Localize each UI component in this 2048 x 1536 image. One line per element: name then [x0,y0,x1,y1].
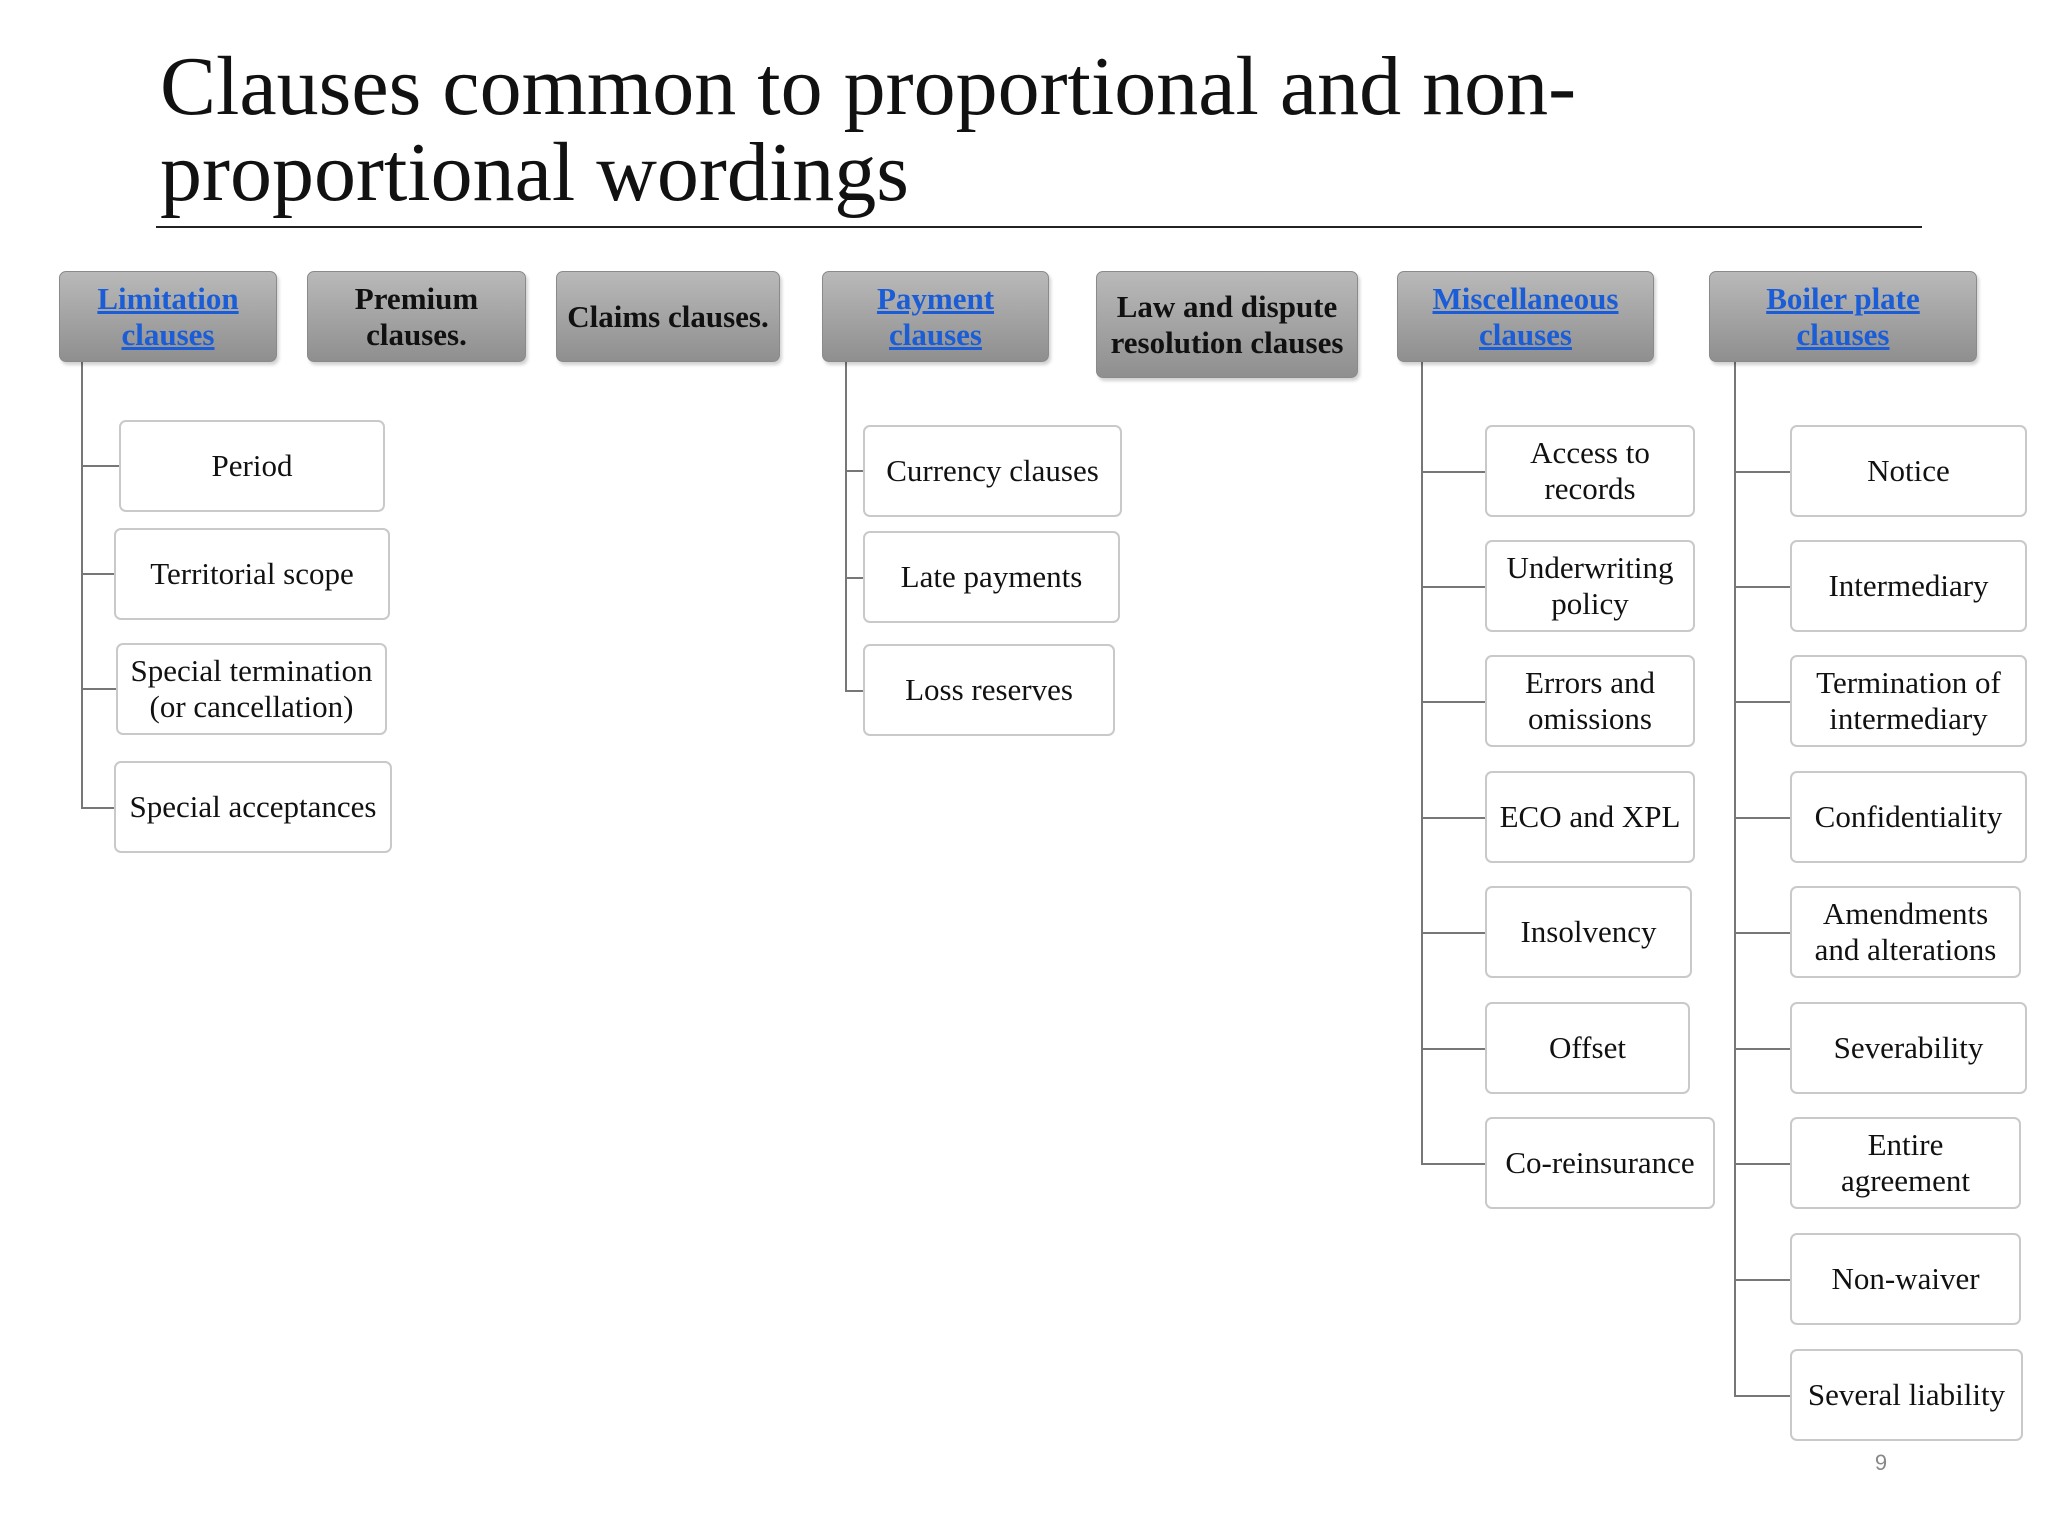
boiler-connector-branch [1734,1163,1790,1165]
boiler-connector-spine [1734,362,1736,1397]
boiler-connector-branch [1734,471,1790,473]
payment-connector-branch [845,577,863,579]
slide-title-line-1: Clauses common to proportional and non- [160,40,1577,133]
limitation-connector-branch [81,573,114,575]
misc-connector-spine [1421,362,1423,1165]
misc-connector-branch [1421,471,1485,473]
limitation-connector-spine [81,362,83,809]
item-special-acceptances: Special acceptances [114,761,392,853]
item-late-payments: Late payments [863,531,1120,623]
slide-title [160,40,1720,219]
item-territorial-scope: Territorial scope [114,528,390,620]
item-non-waiver: Non-waiver [1790,1233,2021,1325]
title-underline [156,226,1922,228]
item-amendments-and-alterations: Amendments and alterations [1790,886,2021,978]
item-errors-and-omissions: Errors and omissions [1485,655,1695,747]
payment-clauses-link[interactable]: Payment clauses [822,271,1049,362]
premium-clauses-header: Premium clauses. [307,271,526,362]
item-loss-reserves: Loss reserves [863,644,1115,736]
boiler-connector-branch [1734,817,1790,819]
limitation-connector-branch [81,688,116,690]
item-notice: Notice [1790,425,2027,517]
page-number: 9 [1874,1450,1888,1475]
limitation-connector-branch [81,465,119,467]
boiler-plate-clauses-link[interactable]: Boiler plate clauses [1709,271,1977,362]
misc-connector-branch [1421,817,1485,819]
misc-connector-branch [1421,1163,1485,1165]
boiler-connector-branch [1734,1395,1790,1397]
item-severability: Severability [1790,1002,2027,1094]
payment-connector-branch [845,470,863,472]
limitation-connector-branch [81,807,114,809]
slide-title-line-2: proportional wordings [160,126,909,219]
item-access-to-records: Access to records [1485,425,1695,517]
boiler-connector-branch [1734,1279,1790,1281]
item-termination-of-intermediary: Termination of intermediary [1790,655,2027,747]
claims-clauses-header: Claims clauses. [556,271,780,362]
payment-connector-spine [845,362,847,692]
boiler-connector-branch [1734,932,1790,934]
misc-connector-branch [1421,586,1485,588]
limitation-clauses-link[interactable]: Limitation clauses [59,271,277,362]
item-underwriting-policy: Underwriting policy [1485,540,1695,632]
item-special-termination: Special termination (or cancellation) [116,643,387,735]
item-confidentiality: Confidentiality [1790,771,2027,863]
item-co-reinsurance: Co-reinsurance [1485,1117,1715,1209]
item-entire-agreement: Entire agreement [1790,1117,2021,1209]
law-dispute-resolution-header: Law and dispute resolution clauses [1096,271,1358,378]
item-eco-and-xpl: ECO and XPL [1485,771,1695,863]
item-several-liability: Several liability [1790,1349,2023,1441]
misc-connector-branch [1421,1048,1485,1050]
miscellaneous-clauses-link[interactable]: Miscellaneous clauses [1397,271,1654,362]
item-currency-clauses: Currency clauses [863,425,1122,517]
item-offset: Offset [1485,1002,1690,1094]
boiler-connector-branch [1734,701,1790,703]
boiler-connector-branch [1734,586,1790,588]
payment-connector-branch [845,690,863,692]
misc-connector-branch [1421,701,1485,703]
item-insolvency: Insolvency [1485,886,1692,978]
misc-connector-branch [1421,932,1485,934]
item-intermediary: Intermediary [1790,540,2027,632]
boiler-connector-branch [1734,1048,1790,1050]
item-period: Period [119,420,385,512]
